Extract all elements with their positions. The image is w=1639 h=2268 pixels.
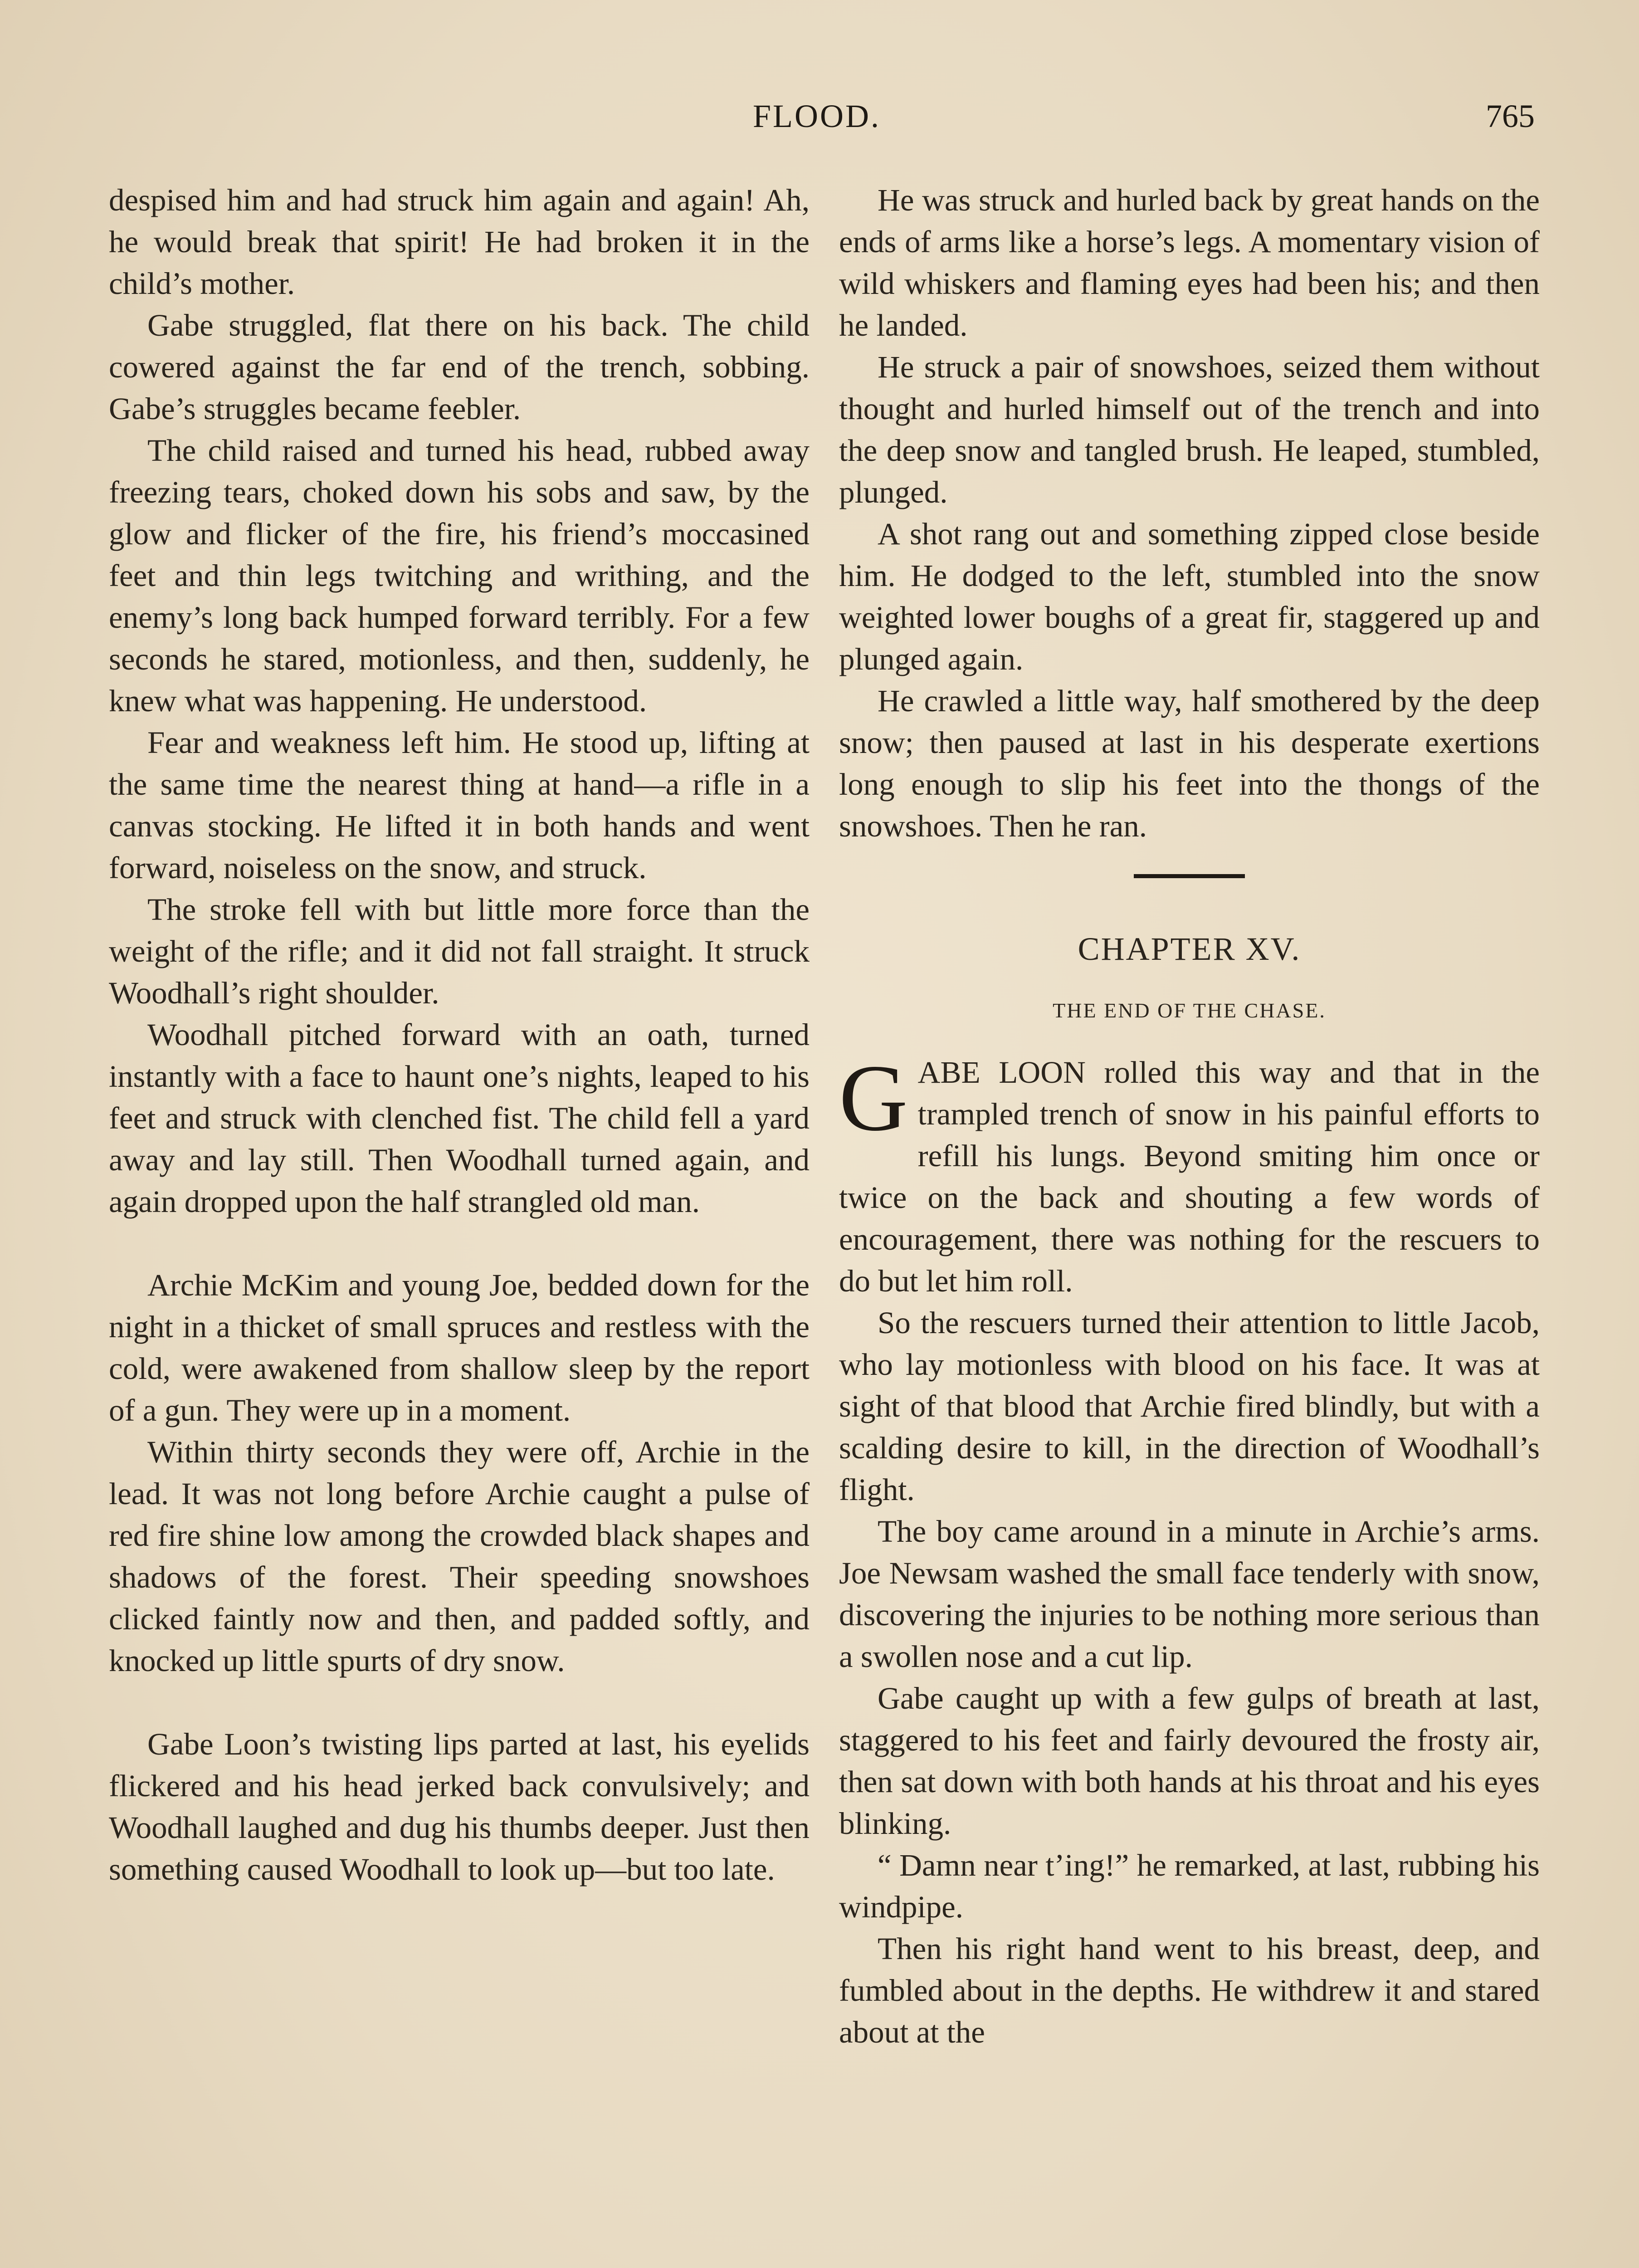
paragraph: Gabe struggled, flat there on his back. The child cowered against the far end of the trench, sobbing. Gabe’s struggles became feebler. xyxy=(109,308,810,426)
paragraph: He was struck and hurled back by great hands on the ends of arms like a horse’s legs. A momentary vision of wild whiskers and flaming eyes had been his; and then he landed. xyxy=(839,183,1540,342)
paragraph: So the rescuers turned their attention to little Jacob, who lay motionless with blood on his face. It was at sight of that blood that Archie fired blindly, but with a scalding desire to kill, in the direction of Woodhall’s flight. xyxy=(839,1305,1540,1507)
paragraph: The boy came around in a minute in Archie’s arms. Joe Newsam washed the small face tenderly with snow, discovering the injuries to be nothing more serious than a swollen nose and a cut lip. xyxy=(839,1514,1540,1674)
paragraph: despised him and had struck him again and again! Ah, he would break that spirit! He had broken it in the child’s mother. xyxy=(109,183,810,301)
paragraph: Within thirty seconds they were off, Archie in the lead. It was not long before Archie caught a pulse of red fire shine low among the crowded black shapes and shadows of the forest. Their speeding snowshoes clicked faintly now and then, and padded softly, and knocked up little spurts of dry snow. xyxy=(109,1435,810,1678)
paragraph: “ Damn near t’ing!” he remarked, at last, rubbing his windpipe. xyxy=(839,1848,1540,1924)
right-column xyxy=(839,179,1540,2053)
paragraph: Then his right hand went to his breast, deep, and fumbled about in the depths. He withdrew it and stared about at the xyxy=(839,1931,1540,2049)
running-head xyxy=(0,98,1639,138)
chapter-opening-paragraph xyxy=(839,1046,1540,1302)
paragraph: The stroke fell with but little more force than the weight of the rifle; and it did not fall straight. It struck Woodhall’s right shoulder. xyxy=(109,892,810,1010)
left-column xyxy=(109,179,810,1890)
paragraph: Woodhall pitched forward with an oath, turned instantly with a face to haunt one’s nights, leaped to his feet and struck with clenched fist. The child fell a yard away and lay still. Then Woodhall turned again, and again dropped upon the half strangled old man. xyxy=(109,1017,810,1219)
chapter-subtitle: THE END OF THE CHASE. xyxy=(1053,999,1326,1022)
chapter-title: CHAPTER XV. xyxy=(1078,931,1301,967)
page-number: 765 xyxy=(1486,98,1535,134)
paragraph: He struck a pair of snowshoes, seized them without thought and hurled himself out of the trench and into the deep snow and tangled brush. He leaped, stumbled, plunged. xyxy=(839,350,1540,509)
paragraph: A shot rang out and something zipped close beside him. He dodged to the left, stumbled into the snow weighted lower boughs of a great fir, staggered up and plunged again. xyxy=(839,517,1540,676)
section-divider xyxy=(1134,874,1245,878)
paragraph: Gabe caught up with a few gulps of breath at last, staggered to his feet and fairly devoured the frosty air, then sat down with both hands at his throat and his eyes blinking. xyxy=(839,1681,1540,1841)
paragraph: Archie McKim and young Joe, bedded down for the night in a thicket of small spruces and restless with the cold, were awakened from shallow sleep by the report of a gun. They were up in a moment. xyxy=(109,1268,810,1427)
paragraph: He crawled a little way, half smothered by the deep snow; then paused at last in his desperate exertions long enough to slip his feet into the thongs of the snowshoes. Then he ran. xyxy=(839,684,1540,843)
paragraph: Fear and weakness left him. He stood up, lifting at the same time the nearest thing at hand—a rifle in a canvas stocking. He lifted it in both hands and went forward, noiseless on the snow, and struck. xyxy=(109,725,810,885)
paragraph: Gabe Loon’s twisting lips parted at last, his eyelids flickered and his head jerked back convulsively; and Woodhall laughed and dug his thumbs deeper. Just then something caused Woodhall to look up—but too late. xyxy=(109,1727,810,1887)
drop-cap: G xyxy=(839,1046,908,1151)
opening-text: ABE LOON rolled this way and that in the trampled trench of snow in his painful efforts to refill his lungs. Beyond smiting him once or twice on the back and shouting a few words of encouragement, there was nothing for the rescuers to do but let him roll. xyxy=(839,1055,1540,1298)
paragraph: The child raised and turned his head, rubbed away freezing tears, choked down his sobs and saw, by the glow and flicker of the fire, his friend’s moccasined feet and thin legs twitching and writhing, and the enemy’s long back humped forward terribly. For a few seconds he stared, motionless, and then, suddenly, he knew what was happening. He understood. xyxy=(109,433,810,718)
running-head-title: FLOOD. xyxy=(753,98,881,134)
